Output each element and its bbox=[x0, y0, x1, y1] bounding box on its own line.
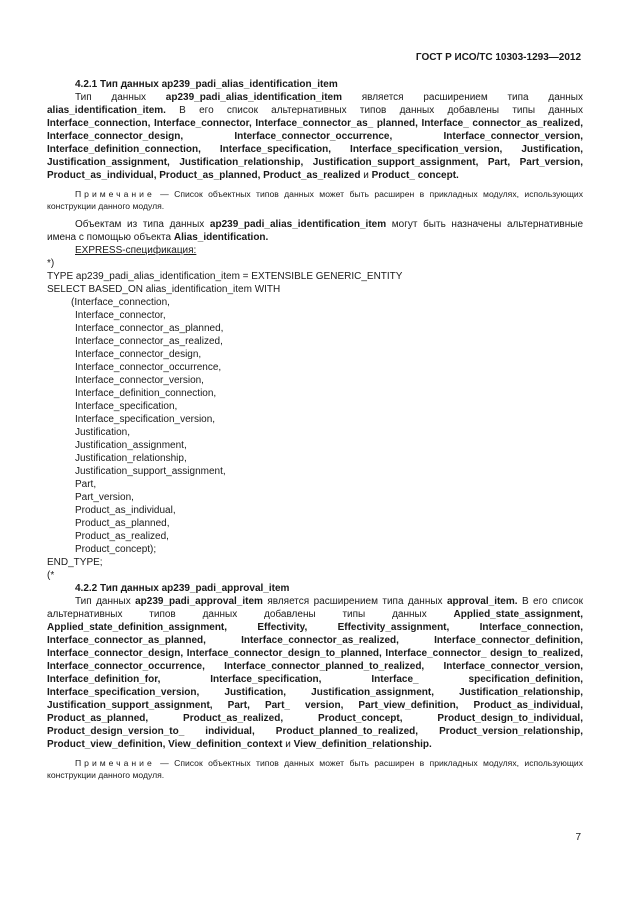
section-2-paragraph-1: Тип данных ap239_padi_approval_item является расширением типа данных approval_item. В его список альтернативных типов данных добавлены типы данных Applied_state_assignment, Applied_state_definition_assignment, Effectivity, Effectivity_assignment, Interface_connection, Interface_connector_as_planned, Interface_connector_as_realized, Interface_connector_definition, Interface_connector_design, Interface_connector_design_to_planned, Interface_connector_ design_to_realized, Interface_connector_occurrence, Interface_connector_planned_to_realized, Interface_connector_version, Interface_definition_for, Interface_specification, Interface_ specification_definition, Interface_specification_version, Justification, Justification_assignment, Justification_relationship, Justification_support_assignment, Part, Part_ version, Part_view_definition, Product_as_individual, Product_as_planned, Product_as_realized, Product_concept, Product_design_to_individual, Product_design_version_to_ individual, Product_planned_to_realized, Product_version_relationship, Product_view_definition, View_definition_context и View_definition_relationship. bbox=[47, 596, 583, 750]
code-line: (* bbox=[47, 570, 55, 581]
code-item: Interface_connector_as_realized, bbox=[75, 336, 223, 347]
code-item: Interface_connector_design, bbox=[75, 349, 202, 360]
code-item: Product_as_realized, bbox=[75, 531, 169, 542]
code-item: Interface_connector, bbox=[75, 310, 166, 321]
section-1-paragraph-1: Тип данных ap239_padi_alias_identification_item является расширением типа данных alias_identification_item. В его список альтернативных типов данных добавлены типы данных Interface_connection, Interface_connector, Interface_connector_as_ planned, Interface_ connector_as_realized, Interface_connector_design, Interface_connector_occurrence, Interface_connector_version, Interface_definition_connection, Interface_specification, Interface_specification_version, Justification, Justification_assignment, Justification_relationship, Justification_support_assignment, Part, Part_version, Product_as_individual, Product_as_planned, Product_as_realized и Product_ concept. bbox=[47, 92, 583, 181]
section-heading-4-2-1: 4.2.1 Тип данных ap239_padi_alias_identification_item bbox=[75, 79, 338, 90]
code-item: Interface_connector_as_planned, bbox=[75, 323, 224, 334]
code-item: Interface_connector_occurrence, bbox=[75, 362, 222, 373]
page-content bbox=[47, 78, 583, 787]
code-item: Part, bbox=[75, 479, 97, 490]
section-heading-4-2-2: 4.2.2 Тип данных ap239_padi_approval_item bbox=[75, 583, 290, 594]
code-item: Part_version, bbox=[75, 492, 134, 503]
code-item: Interface_specification_version, bbox=[75, 414, 216, 425]
code-line: TYPE ap239_padi_alias_identification_item = EXTENSIBLE GENERIC_ENTITY bbox=[47, 271, 403, 282]
section-2-note: Примечание — Список объектных типов данных может быть расширен в прикладных модулях, использующих конструкции данного модуля. bbox=[47, 758, 583, 780]
code-line: SELECT BASED_ON alias_identification_item WITH bbox=[47, 284, 281, 295]
section-1-paragraph-2: Объектам из типа данных ap239_padi_alias_identification_item могут быть назначены альтернативные имена с помощью объекта Alias_identification. bbox=[47, 219, 584, 243]
code-item: Interface_definition_connection, bbox=[75, 388, 217, 399]
code-item: Justification_assignment, bbox=[75, 440, 187, 451]
code-item: Justification, bbox=[75, 427, 131, 438]
code-item: Justification_relationship, bbox=[75, 453, 187, 464]
code-item: Interface_connector_version, bbox=[75, 375, 204, 386]
code-item: Product_concept); bbox=[75, 544, 157, 555]
code-line: *) bbox=[47, 258, 55, 269]
code-item: (Interface_connection, bbox=[71, 297, 170, 308]
code-item: Product_as_individual, bbox=[75, 505, 176, 516]
document-header: ГОСТ Р ИСО/ТС 10303-1293—2012 bbox=[415, 52, 581, 63]
page-number: 7 bbox=[575, 832, 581, 843]
express-code-block bbox=[47, 257, 583, 582]
code-item: Interface_specification, bbox=[75, 401, 178, 412]
code-item: Justification_support_assignment, bbox=[75, 466, 226, 477]
code-item: Product_as_planned, bbox=[75, 518, 170, 529]
express-spec-label: EXPRESS-спецификация: bbox=[75, 245, 197, 256]
section-1-note: Примечание — Список объектных типов данных может быть расширен в прикладных модулях, использующих конструкции данного модуля. bbox=[47, 189, 583, 211]
code-line: END_TYPE; bbox=[47, 557, 103, 568]
